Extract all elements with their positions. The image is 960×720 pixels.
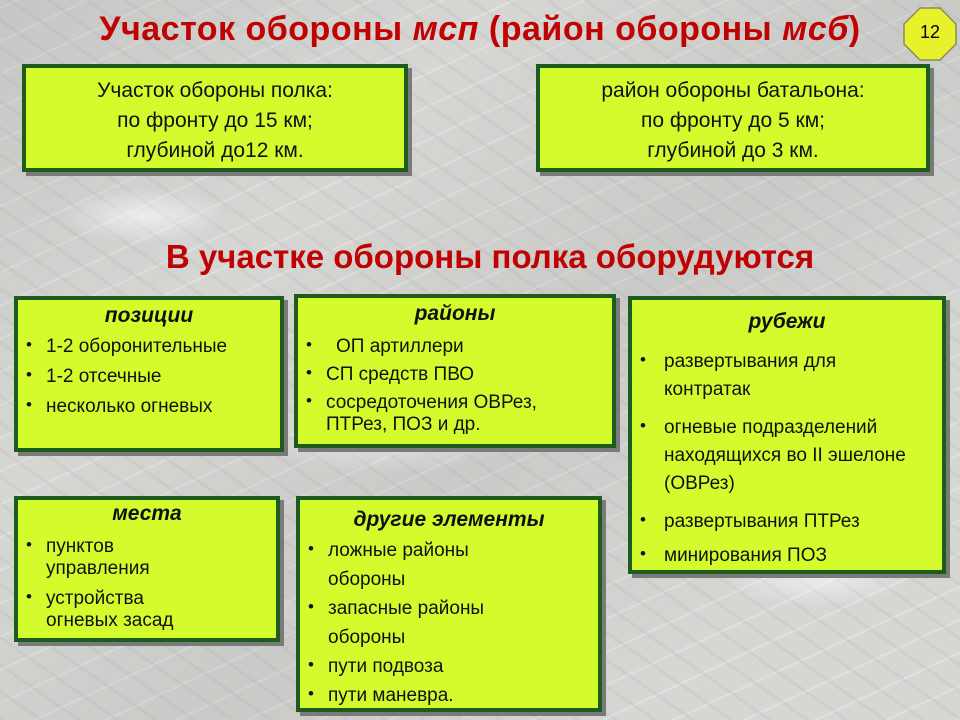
battalion-defense-box: [536, 64, 930, 172]
list-item: • сосредоточения ОВРез, ПТРез, ПОЗ и др.: [298, 392, 612, 436]
lines-list: [632, 348, 942, 570]
title-abbr-msp: мсп: [412, 10, 479, 48]
title-part3: (район обороны: [478, 10, 783, 48]
positions-title: позиции: [104, 304, 194, 327]
other-elements-box: [296, 496, 602, 712]
other-elements-list: [300, 536, 598, 710]
places-title: места: [112, 502, 182, 525]
list-item: • ложные районы обороны: [300, 536, 598, 594]
section-subtitle: В участке обороны полка оборудуются: [165, 238, 815, 275]
lines-title: рубежи: [748, 310, 826, 333]
positions-box: [14, 296, 284, 452]
list-item: • устройства огневых засад: [18, 588, 276, 632]
list-item: • 1-2 оборонительные: [18, 336, 280, 358]
list-item: • пунктов управления: [18, 536, 276, 580]
list-item: • 1-2 отсечные: [18, 366, 280, 388]
list-item: • ОП артиллери: [298, 336, 612, 358]
places-box: [14, 496, 280, 642]
list-item: • пути маневра.: [300, 681, 598, 710]
list-item: • несколько огневых: [18, 396, 280, 418]
battalion-line3: глубиной до 3 км.: [647, 139, 819, 162]
list-item: • СП средств ПВО: [298, 364, 612, 386]
slide-number: 12: [919, 22, 941, 42]
title-abbr-msb: мсб: [782, 10, 849, 48]
title-part5: ): [848, 10, 861, 48]
regiment-line1: Участок обороны полка:: [97, 79, 333, 102]
list-item: • развертывания ПТРез: [632, 508, 942, 536]
slide-title: [0, 10, 960, 49]
regiment-line2: по фронту до 15 км;: [117, 109, 313, 132]
battalion-line1: район обороны батальона:: [601, 79, 865, 102]
list-item: • огневые подразделений находящихся во II эшелоне (ОВРез): [632, 414, 942, 498]
list-item: • запасные районы обороны: [300, 594, 598, 652]
title-part1: Участок обороны: [99, 10, 413, 48]
areas-box: [294, 294, 616, 448]
list-item: • развертывания для контратак: [632, 348, 942, 404]
slide-number-badge: [902, 6, 958, 62]
regiment-defense-box: [22, 64, 408, 172]
places-list: [18, 536, 276, 632]
battalion-line2: по фронту до 5 км;: [640, 109, 826, 132]
regiment-line3: глубиной до12 км.: [126, 139, 304, 162]
list-item: • минирования ПОЗ: [632, 542, 942, 570]
areas-list: [298, 336, 612, 436]
other-elements-title: другие элементы: [353, 508, 545, 531]
areas-title: районы: [414, 302, 496, 325]
positions-list: [18, 336, 280, 418]
list-item: • пути подвоза: [300, 652, 598, 681]
lines-box: [628, 296, 946, 574]
